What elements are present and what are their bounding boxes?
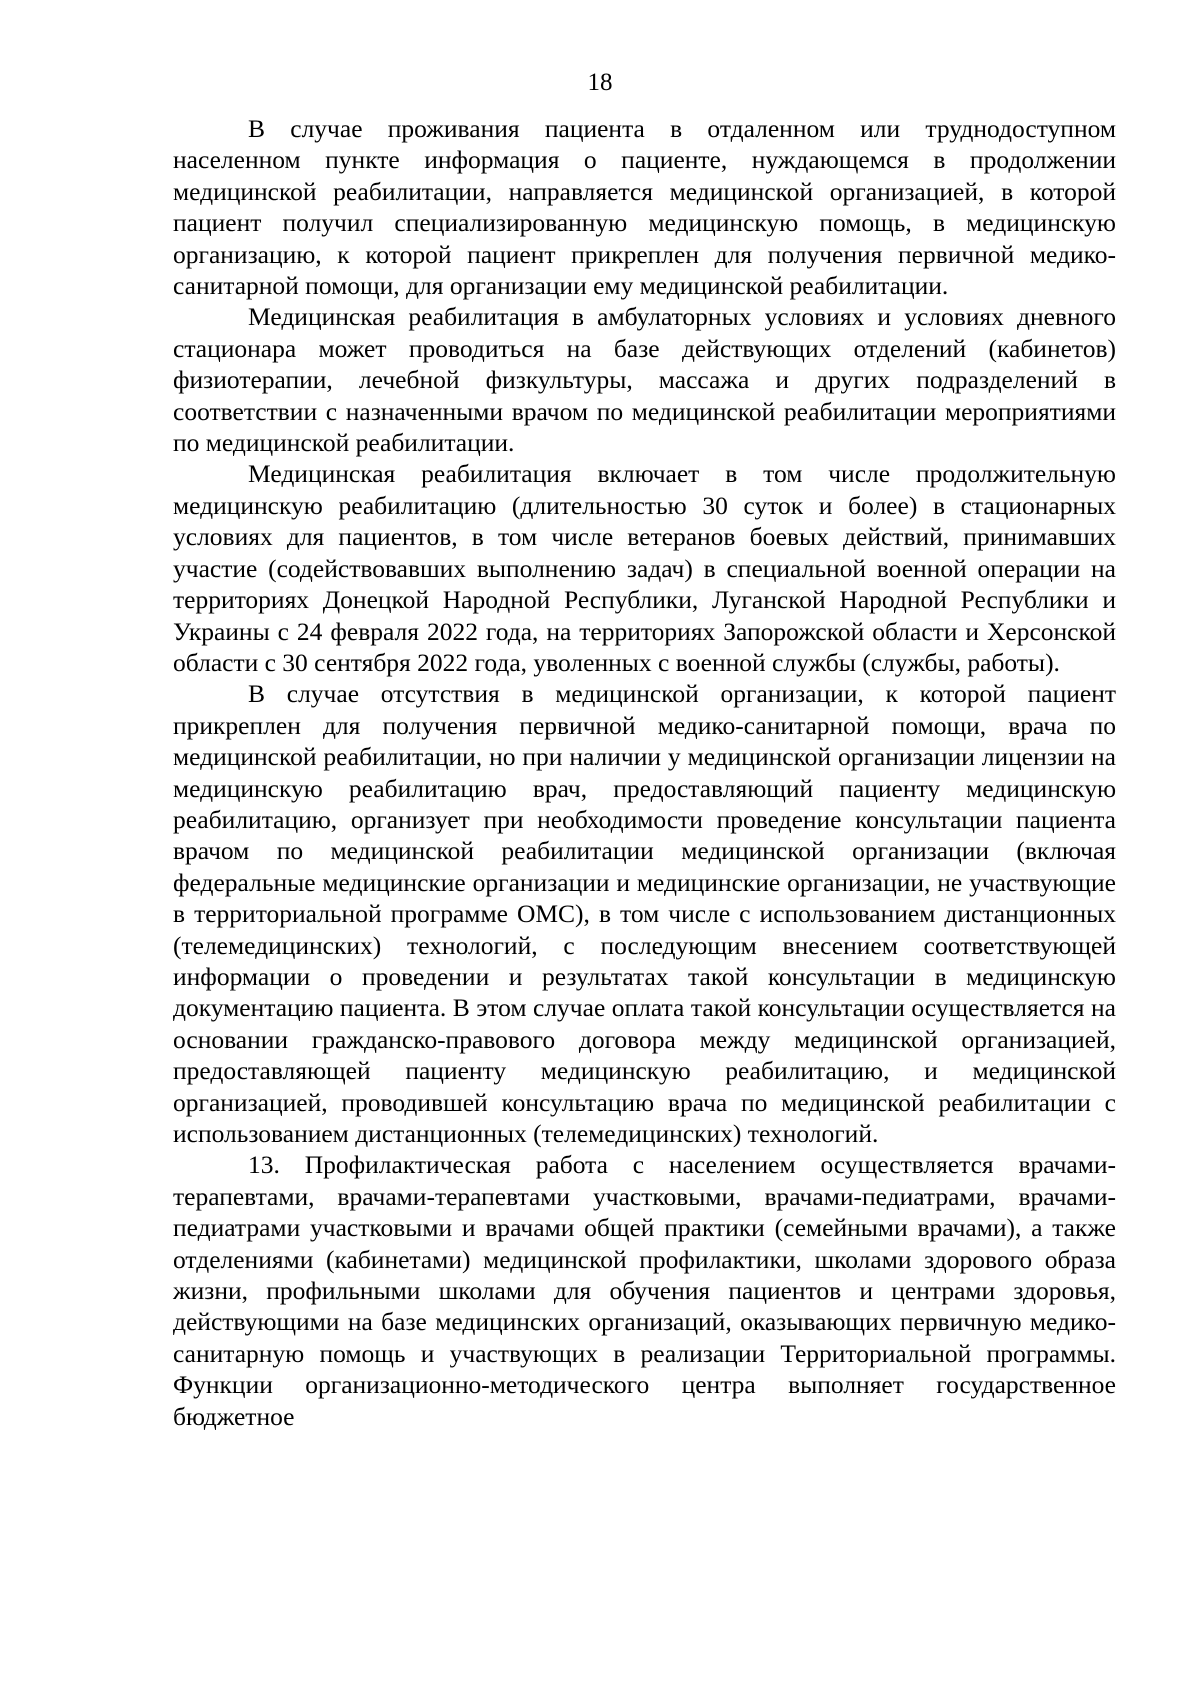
- paragraph-outpatient-rehabilitation: Медицинская реабилитация в амбулаторных условиях и условиях дневного стационара может проводиться на базе действующих отделений (кабинетов) физиотерапии, лечебной физкультуры, массажа и других подразделений в соответствии с назначенными врачом по медицинской реабилитации мероприятиями по медицинской реабилитации.: [173, 302, 1116, 458]
- page-number: 18: [587, 69, 613, 96]
- paragraph-remote-patient-info: В случае проживания пациента в отдаленном или труднодоступном населенном пункте информация о пациенте, нуждающемся в продолжении медицинской реабилитации, направляется медицинской организацией, в которой пациент получил специализированную медицинскую помощь, в медицинскую организацию, к которой пациент прикреплен для получения первичной медико-санитарной помощи, для организации ему медицинской реабилитации.: [173, 114, 1116, 301]
- paragraph-long-term-rehabilitation: Медицинская реабилитация включает в том числе продолжительную медицинскую реабилитацию (длительностью 30 суток и более) в стационарных условиях для пациентов, в том числе ветеранов боевых действий, принимавших участие (содействовавших выполнению задач) в специальной военной операции на территориях Донецкой Народной Республики, Луганской Народной Республики и Украины с 24 февраля 2022 года, на территориях Запорожской области и Херсонской области с 30 сентября 2022 года, уволенных с военной службы (службы, работы).: [173, 459, 1116, 677]
- paragraph-preventive-work: 13. Профилактическая работа с населением осуществляется врачами-терапевтами, врачами-терапевтами участковыми, врачами-педиатрами, врачами-педиатрами участковыми и врачами общей практики (семейными врачами), а также отделениями (кабинетами) медицинской профилактики, школами здорового образа жизни, профильными школами для обучения пациентов и центрами здоровья, действующими на базе медицинских организаций, оказывающих первичную медико-санитарную помощь и участвующих в реализации Территориальной программы. Функции организационно-методического центра выполняет государственное бюджетное: [173, 1150, 1116, 1431]
- paragraph-telemedicine-consultation: В случае отсутствия в медицинской организации, к которой пациент прикреплен для получения первичной медико-санитарной помощи, врача по медицинской реабилитации, но при наличии у медицинской организации лицензии на медицинскую реабилитацию врач, предоставляющий пациенту медицинскую реабилитацию, организует при необходимости проведение консультации пациента врачом по медицинской реабилитации медицинской организации (включая федеральные медицинские организации и медицинские организации, не участвующие в территориальной программе ОМС), в том числе с использованием дистанционных (телемедицинских) технологий, с последующим внесением соответствующей информации о проведении и результатах такой консультации в медицинскую документацию пациента. В этом случае оплата такой консультации осуществляется на основании гражданско-правового договора между медицинской организацией, предоставляющей пациенту медицинскую реабилитацию, и медицинской организацией, проводившей консультацию врача по медицинской реабилитации с использованием дистанционных (телемедицинских) технологий.: [173, 679, 1116, 1148]
- document-body: [173, 113, 1116, 1432]
